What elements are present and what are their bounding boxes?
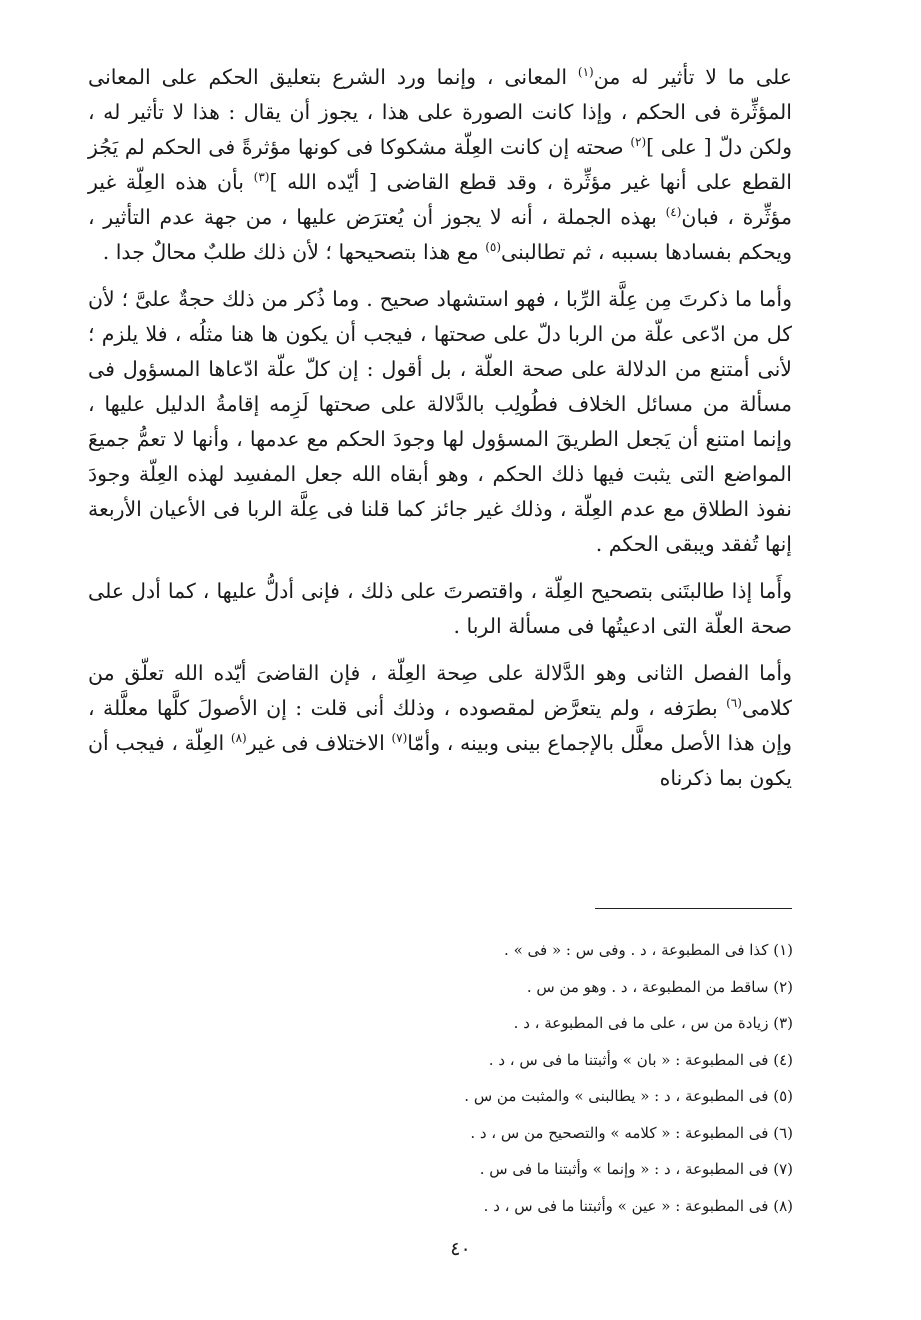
paragraph bbox=[88, 656, 792, 796]
text-segment: بطرَفه ، ولم يتعرَّض لمقصوده ، وذلك أنى قلت : إن الأصولَ كلَّها معلَّلة ، وإن هذا الأصل معلَّل بالإجماع بينى وبينه ، وأمّا bbox=[88, 696, 793, 755]
footnote-separator bbox=[595, 908, 792, 909]
paragraph bbox=[88, 282, 792, 562]
text-segment: بهذه الجملة ، أنه لا يجوز أن يُعترَض عليها ، من جهة عدم التأثير ، ويحكم بفسادها بسببه ، ثم تطالبنى bbox=[88, 205, 792, 264]
footnote: (٤) فى المطبوعة : « بان » وأثبتنا ما فى س ، د . bbox=[488, 1050, 793, 1069]
text-segment: الاختلاف فى غير bbox=[246, 731, 392, 755]
footnote-ref[interactable]: (٧) bbox=[391, 731, 408, 746]
footnote: (٣) زيادة من س ، على ما فى المطبوعة ، د . bbox=[513, 1014, 793, 1032]
footnote-ref[interactable]: (٢) bbox=[630, 135, 647, 150]
footnote: (٥) فى المطبوعة ، د : « يطالبنى » والمثبت من س . bbox=[464, 1087, 793, 1105]
footnote: (٦) فى المطبوعة : « كلامه » والتصحيح من س ، د . bbox=[470, 1123, 793, 1142]
main-text bbox=[88, 60, 792, 796]
text-segment: وأما ما ذكرتَ مِن عِلَّة الرِّبا ، فهو استشهاد صحيح . وما ذُكر من ذلك حجةٌ علىَّ ؛ لأن كل من ادّعى علّة من الربا دلّ على صحتها ، فيجب أن يكون ها هنا مثلُه ، فلا يلزم ؛ لأنى أمتنع من الدلالة على صحة العلّة ، بل أقول : إن كلّ علّة ادّعاها المسؤول فى مسألة من مسائل الخلاف فطُولِب بالدَّلالة على صحتها لَزِمه إقامةُ الدليل عليها ، وإنما امتنع أن يَجعل الطريقَ المسؤول لها وجودَ الحكم مع عدمها ، وأنها لا تعمُّ جميعَ المواضع التى يثبت فيها ذلك الحكم ، وهو أبقاه الله جعل المفسِد لهذه العِلّة وجودَ نفوذ الطلاق مع عدم العِلّة ، وذلك غير جائز كما قلنا فى عِلَّة الربا فى الأعيان الأربعة إنها تُفقد ويبقى الحكم . bbox=[88, 287, 792, 556]
paragraph bbox=[88, 574, 792, 644]
footnote-ref[interactable]: (٨) bbox=[230, 731, 247, 746]
page-number: ٤٠ bbox=[450, 1238, 471, 1260]
text-segment: مع هذا بتصحيحها ؛ لأن ذلك طلبٌ محالٌ جدا . bbox=[102, 240, 486, 264]
footnotes-list bbox=[233, 932, 793, 1224]
footnote: (٨) فى المطبوعة : « عين » وأثبتنا ما فى س ، د . bbox=[483, 1196, 793, 1215]
footnote: (٧) فى المطبوعة ، د : « وإنما » وأثبتنا ما فى س . bbox=[479, 1160, 793, 1178]
paragraph bbox=[88, 60, 792, 270]
footnote-ref[interactable]: (٥) bbox=[485, 240, 502, 255]
footnote: (١) كذا فى المطبوعة ، د . وفى س : « فى » . bbox=[504, 941, 793, 959]
footnote: (٢) ساقط من المطبوعة ، د . وهو من س . bbox=[526, 977, 793, 996]
footnote-ref[interactable]: (٣) bbox=[253, 170, 270, 185]
text-segment: على ما لا تأثير له من bbox=[593, 65, 792, 89]
text-segment: وأما الفصل الثانى وهو الدَّلالة على صِحة العِلّة ، فإن القاضىَ أيّده الله تعلّق من كلامى bbox=[88, 661, 792, 720]
footnote-ref[interactable]: (١) bbox=[577, 65, 594, 80]
text-segment: العِلّة ، فيجب أن يكون بما ذكرناه bbox=[88, 731, 792, 790]
text-segment: وأَما إذا طالبتَنى بتصحيح العِلّة ، واقتصرتَ على ذلك ، فإنى أدلُّ عليها ، كما أدل على صحة العلّة التى ادعيتُها فى مسألة الربا . bbox=[88, 579, 792, 638]
footnote-ref[interactable]: (٦) bbox=[726, 696, 742, 711]
text-segment: المعانى ، وإنما ورد الشرع بتعليق الحكم على المعانى المؤثِّرة فى الحكم ، وإذا كانت الصورة على هذا ، يجوز أن يقال : هذا لا تأثير له ، ولكن دلّ [ على ] bbox=[88, 65, 792, 159]
text-segment: بأن هذه العِلّة غير مؤثِّرة ، فبان bbox=[88, 170, 792, 229]
text-segment: صحته إن كانت العِلّة مشكوكا فى كونها مؤثرةً فى الحكم لم يَجُز القطع على أنها غير مؤثِّرة ، وقد قطع القاضى [ أيّده الله ] bbox=[88, 135, 792, 194]
footnote-ref[interactable]: (٤) bbox=[665, 205, 682, 220]
